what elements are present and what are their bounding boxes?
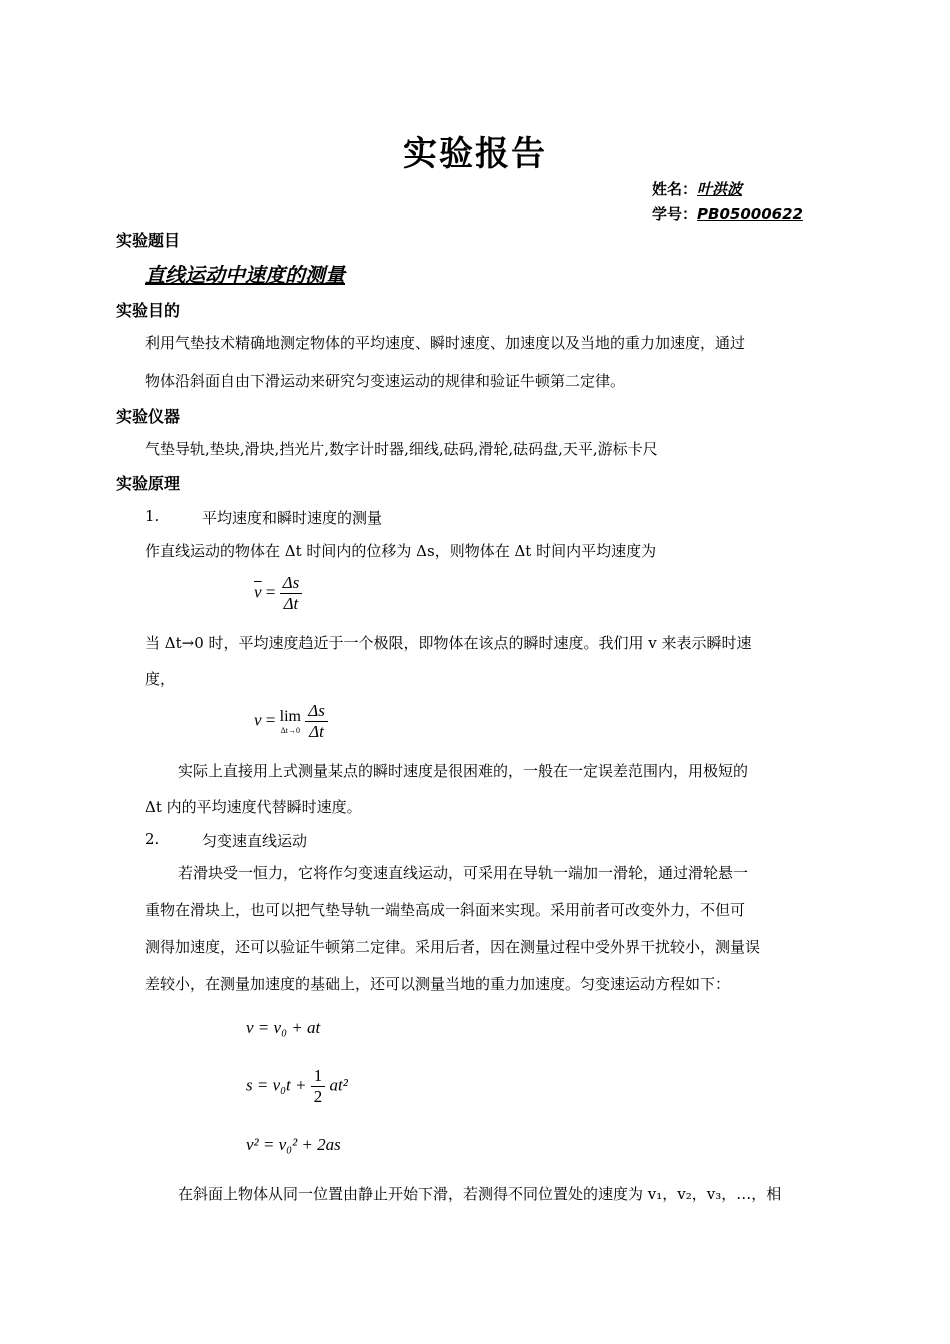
id-value: PB05000622: [697, 205, 803, 223]
f4-denominator: 2: [313, 1087, 323, 1106]
name-value: 叶洪波: [697, 180, 743, 198]
purpose-line-2: 物体沿斜面自由下滑运动来研究匀变速运动的规律和验证牛顿第二定律。: [145, 372, 626, 390]
paragraph-4-line-4: 差较小，在测量加速度的基础上，还可以测量当地的重力加速度。匀变速运动方程如下：: [145, 975, 731, 993]
author-line: [652, 178, 742, 199]
f2-lim: lim: [279, 708, 301, 725]
f2-denominator: Δt: [309, 722, 324, 741]
topic-title: 直线运动中速度的测量: [145, 263, 345, 287]
formula-velocity-time: v = v₀ + at: [246, 1018, 321, 1037]
item-1-number: 1.: [145, 507, 160, 525]
paragraph-2-line-1: 当 Δt→0 时，平均速度趋近于一个极限，即物体在该点的瞬时速度。我们用 v 来表示瞬时速: [145, 634, 752, 652]
f4-fraction: [311, 1066, 326, 1107]
paragraph-5-line-1: 在斜面上物体从同一位置由静止开始下滑，若测得不同位置处的速度为 v₁，v₂，v₃，…，相: [178, 1185, 782, 1203]
purpose-heading: 实验目的: [116, 301, 181, 320]
formula-average-velocity: [254, 573, 302, 614]
principle-heading: 实验原理: [116, 474, 181, 493]
f2-eq: =: [265, 710, 276, 730]
item-2-number: 2.: [145, 830, 160, 848]
f2-limit: [280, 708, 301, 735]
formula-instantaneous-velocity: [254, 701, 328, 742]
f2-numerator: Δs: [305, 701, 328, 722]
paragraph-4-line-1: 若滑块受一恒力，它将作匀变速直线运动，可采用在导轨一端加一滑轮，通过滑轮悬一: [178, 864, 749, 882]
f1-denominator: Δt: [283, 594, 299, 613]
f2-fraction: [305, 701, 328, 742]
student-id-line: [652, 203, 803, 224]
page-title: 实验报告: [403, 134, 547, 174]
instruments-heading: 实验仪器: [116, 407, 181, 426]
purpose-line-1: 利用气垫技术精确地测定物体的平均速度、瞬时速度、加速度以及当地的重力加速度，通过: [145, 334, 746, 352]
id-label: 学号：: [652, 205, 698, 223]
paragraph-1: 作直线运动的物体在 Δt 时间内的位移为 Δs，则物体在 Δt 时间内平均速度为: [145, 542, 657, 560]
item-1-title: 平均速度和瞬时速度的测量: [202, 509, 383, 527]
f1-numerator: Δs: [280, 573, 303, 594]
paragraph-4-line-3: 测得加速度，还可以验证牛顿第二定律。采用后者，因在测量过程中受外界干扰较小，测量误: [145, 938, 761, 956]
f2-lim-sub: Δt→0: [280, 726, 300, 735]
f1-lhs: $\overline{v}$: [254, 582, 262, 602]
paragraph-4-line-2: 重物在滑块上，也可以把气垫导轨一端垫高成一斜面来实现。采用前者可改变外力，不但可: [145, 901, 746, 919]
f1-eq: =: [265, 582, 276, 602]
paragraph-3-line-2: Δt 内的平均速度代替瞬时速度。: [145, 798, 362, 816]
paragraph-3-line-1: 实际上直接用上式测量某点的瞬时速度是很困难的，一般在一定误差范围内，用极短的: [178, 762, 749, 780]
f1-fraction: [280, 573, 303, 614]
formula-velocity-displacement: v² = v₀² + 2as: [246, 1135, 341, 1154]
paragraph-2-line-2: 度，: [145, 670, 176, 688]
f4-numerator: 1: [311, 1066, 326, 1087]
item-2-title: 匀变速直线运动: [202, 832, 308, 850]
f2-lhs: v: [254, 710, 262, 730]
formula-displacement: [246, 1066, 348, 1107]
f4-rhs: at²: [329, 1075, 348, 1095]
instruments-text: 气垫导轨,垫块,滑块,挡光片,数字计时器,细线,砝码,滑轮,砝码盘,天平,游标卡尺: [145, 440, 658, 458]
name-label: 姓名：: [652, 180, 698, 198]
topic-heading: 实验题目: [116, 231, 181, 250]
f4-lhs: s = v₀t +: [246, 1075, 307, 1095]
